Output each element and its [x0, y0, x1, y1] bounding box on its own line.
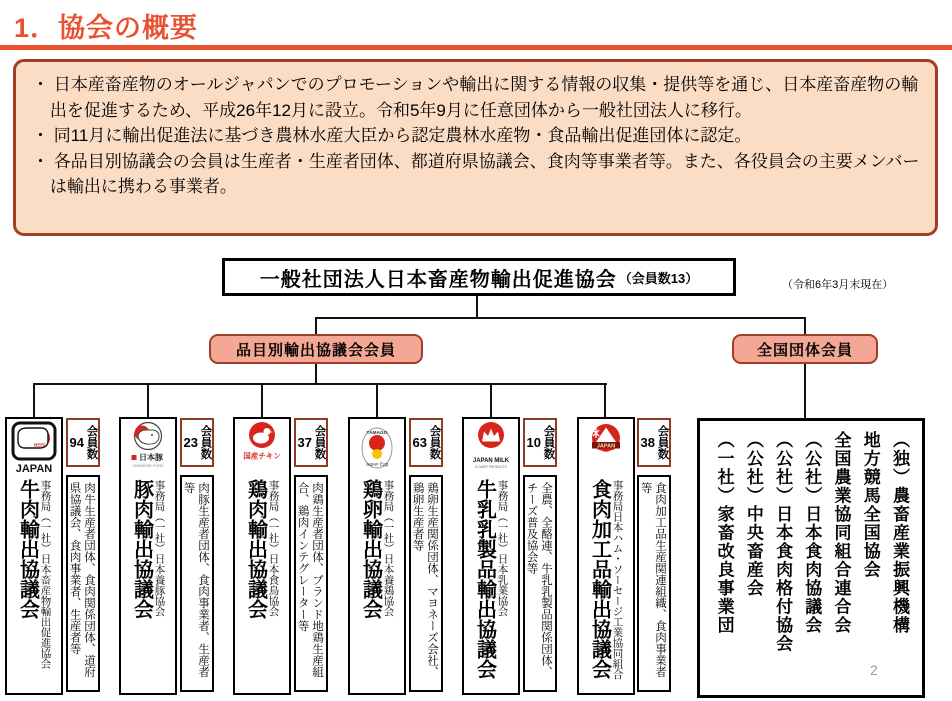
member-count-box	[637, 418, 671, 467]
connector-line	[804, 364, 806, 418]
member-count-box	[66, 418, 100, 467]
japan-milk-logo	[468, 421, 514, 479]
milk-logo-caption: JAPAN MILK	[472, 458, 510, 464]
council-members-desc: 鶏卵生産関係団体、マヨネーズ会社、鶏卵生産者等	[409, 475, 443, 692]
pork-logo-sub: JAPANESE PORK	[132, 464, 164, 468]
council-name: 牛乳乳製品輸出協議会	[473, 479, 496, 679]
council-secretariat: 事務局（一社）日本養豚協会	[153, 480, 166, 617]
council-box-chicken	[233, 417, 291, 695]
branch-item-councils: 品目別輸出協議会会員	[209, 334, 423, 364]
council-members-desc: 肉豚生産者団体、食肉事業者、生産者等	[180, 475, 214, 692]
council-box-pork	[119, 417, 177, 695]
council-name: 鶏卵輸出協議会	[359, 479, 382, 619]
japan-beef-logo	[11, 421, 57, 479]
national-member: （一社）家畜改良事業団	[714, 431, 734, 635]
connector-line	[315, 317, 806, 319]
summary-box	[13, 59, 938, 236]
council-members-desc: 肉牛生産者団体、食肉関係団体、道府県協議会、食肉事業者、生産者等	[66, 475, 100, 692]
council-name: 牛肉輸出協議会	[16, 479, 39, 619]
egg-logo-sub: Japan Egg	[365, 462, 389, 468]
member-count-value: 23	[183, 435, 198, 450]
chicken-logo-caption: 国産チキン	[243, 451, 281, 461]
processed-meat-japan-logo	[583, 421, 629, 479]
national-member: （公社）日本食肉格付協会	[773, 431, 793, 653]
branch-national-members: 全国団体会員	[732, 334, 878, 364]
council-name: 食肉加工品輸出協議会	[588, 479, 611, 679]
connector-line	[33, 385, 35, 418]
milk-logo-sub: & DAIRY PRODUCTS	[475, 465, 507, 469]
connector-line	[376, 385, 378, 418]
connector-line	[476, 296, 478, 317]
beef-logo-sub: BEEF	[33, 442, 47, 448]
council-name: 鶏肉輸出協議会	[244, 479, 267, 619]
root-association-name: 一般社団法人日本畜産物輸出促進協会	[259, 268, 617, 291]
council-secretariat: 事務局日本ハム・ソーセージ工業協同組合	[611, 480, 624, 680]
member-count-label: 会員数	[656, 425, 669, 460]
member-count-label: 会員数	[542, 425, 555, 460]
processed-meat-logo-caption: JAPAN	[596, 443, 616, 450]
council-members-desc: 食肉加工品生産関連組織、食肉事業者等	[637, 475, 671, 692]
summary-bullet: ・ 日本産畜産物のオールジャパンでのプロモーションや輸出に関する情報の収集・提供等を通じ、日本産畜産物の輸出を促進するため、平成26年12月に設立。令和5年9月に任意団体から一般社団法人に移行。	[32, 75, 919, 120]
member-count-box	[409, 418, 443, 467]
member-count-box	[294, 418, 328, 467]
page-title: 1．協会の概要	[14, 13, 199, 43]
council-secretariat: 事務局（一社）日本畜産物輸出促進協会	[39, 480, 52, 669]
council-secretariat: 事務局（一社）日本養鶏協会	[382, 480, 395, 617]
council-box-egg	[348, 417, 406, 695]
japanese-pork-logo	[125, 421, 171, 479]
root-member-count: （会員数13）	[618, 270, 699, 286]
member-count-box	[180, 418, 214, 467]
council-box-processed-meat	[577, 417, 635, 695]
beef-logo-caption: JAPAN	[15, 463, 53, 475]
member-count-label: 会員数	[85, 425, 98, 460]
member-count-value: 37	[297, 435, 312, 450]
connector-line	[261, 385, 263, 418]
council-secretariat: 事務局（一社）日本乳業協会	[496, 480, 509, 617]
root-association-box	[222, 258, 736, 296]
national-members-box	[697, 418, 925, 698]
national-member: （独）農畜産業振興機構	[890, 431, 909, 635]
title-underline	[0, 45, 952, 50]
national-member: （公社）中央畜産会	[743, 431, 763, 598]
member-count-label: 会員数	[428, 425, 441, 460]
member-count-value: 94	[69, 435, 84, 450]
egg-logo-caption: TAMAGO	[366, 431, 388, 436]
pork-logo-caption: 日本豚	[139, 453, 163, 462]
council-members-desc: 肉鶏生産者団体、ブランド地鶏生産組合、鶏肉インテグレーター等	[294, 475, 328, 692]
connector-line	[315, 364, 317, 383]
member-count-value: 10	[526, 435, 541, 450]
national-member: 地方競馬全国協会	[860, 431, 880, 579]
council-members-desc: 全農、全酪連、牛乳乳製品関係団体、チーズ普及協会等	[523, 475, 557, 692]
member-count-value: 63	[412, 435, 427, 450]
connector-line	[490, 385, 492, 418]
council-box-beef	[5, 417, 63, 695]
connector-line	[315, 319, 317, 334]
connector-line	[33, 383, 607, 385]
tamago-japan-egg-logo	[354, 421, 400, 479]
connector-line	[147, 385, 149, 418]
member-count-box	[523, 418, 557, 467]
member-count-label: 会員数	[313, 425, 326, 460]
summary-bullet: ・ 各品目別協議会の会員は生産者・生産者団体、都道府県協議会、食肉等事業者等。また、各役員会の主要メンバーは輸出に携わる事業者。	[32, 151, 920, 196]
as-of-note: （令和6年3月末現在）	[782, 279, 894, 291]
council-name: 豚肉輸出協議会	[130, 479, 153, 619]
connector-line	[804, 319, 806, 334]
summary-bullet: ・ 同11月に輸出促進法に基づき農林水産大臣から認定農林水産物・食品輸出促進団体に認定。	[32, 126, 752, 145]
kokusan-chicken-logo	[239, 421, 285, 479]
member-count-label: 会員数	[199, 425, 212, 460]
national-member: （公社）日本食肉協議会	[802, 431, 822, 635]
council-box-milk	[462, 417, 520, 695]
council-secretariat: 事務局（一社）日本食鳥協会	[267, 480, 280, 617]
connector-line	[604, 385, 606, 418]
national-member: 全国農業協同組合連合会	[831, 431, 851, 635]
member-count-value: 38	[640, 435, 655, 450]
page-number: 2	[870, 662, 878, 678]
